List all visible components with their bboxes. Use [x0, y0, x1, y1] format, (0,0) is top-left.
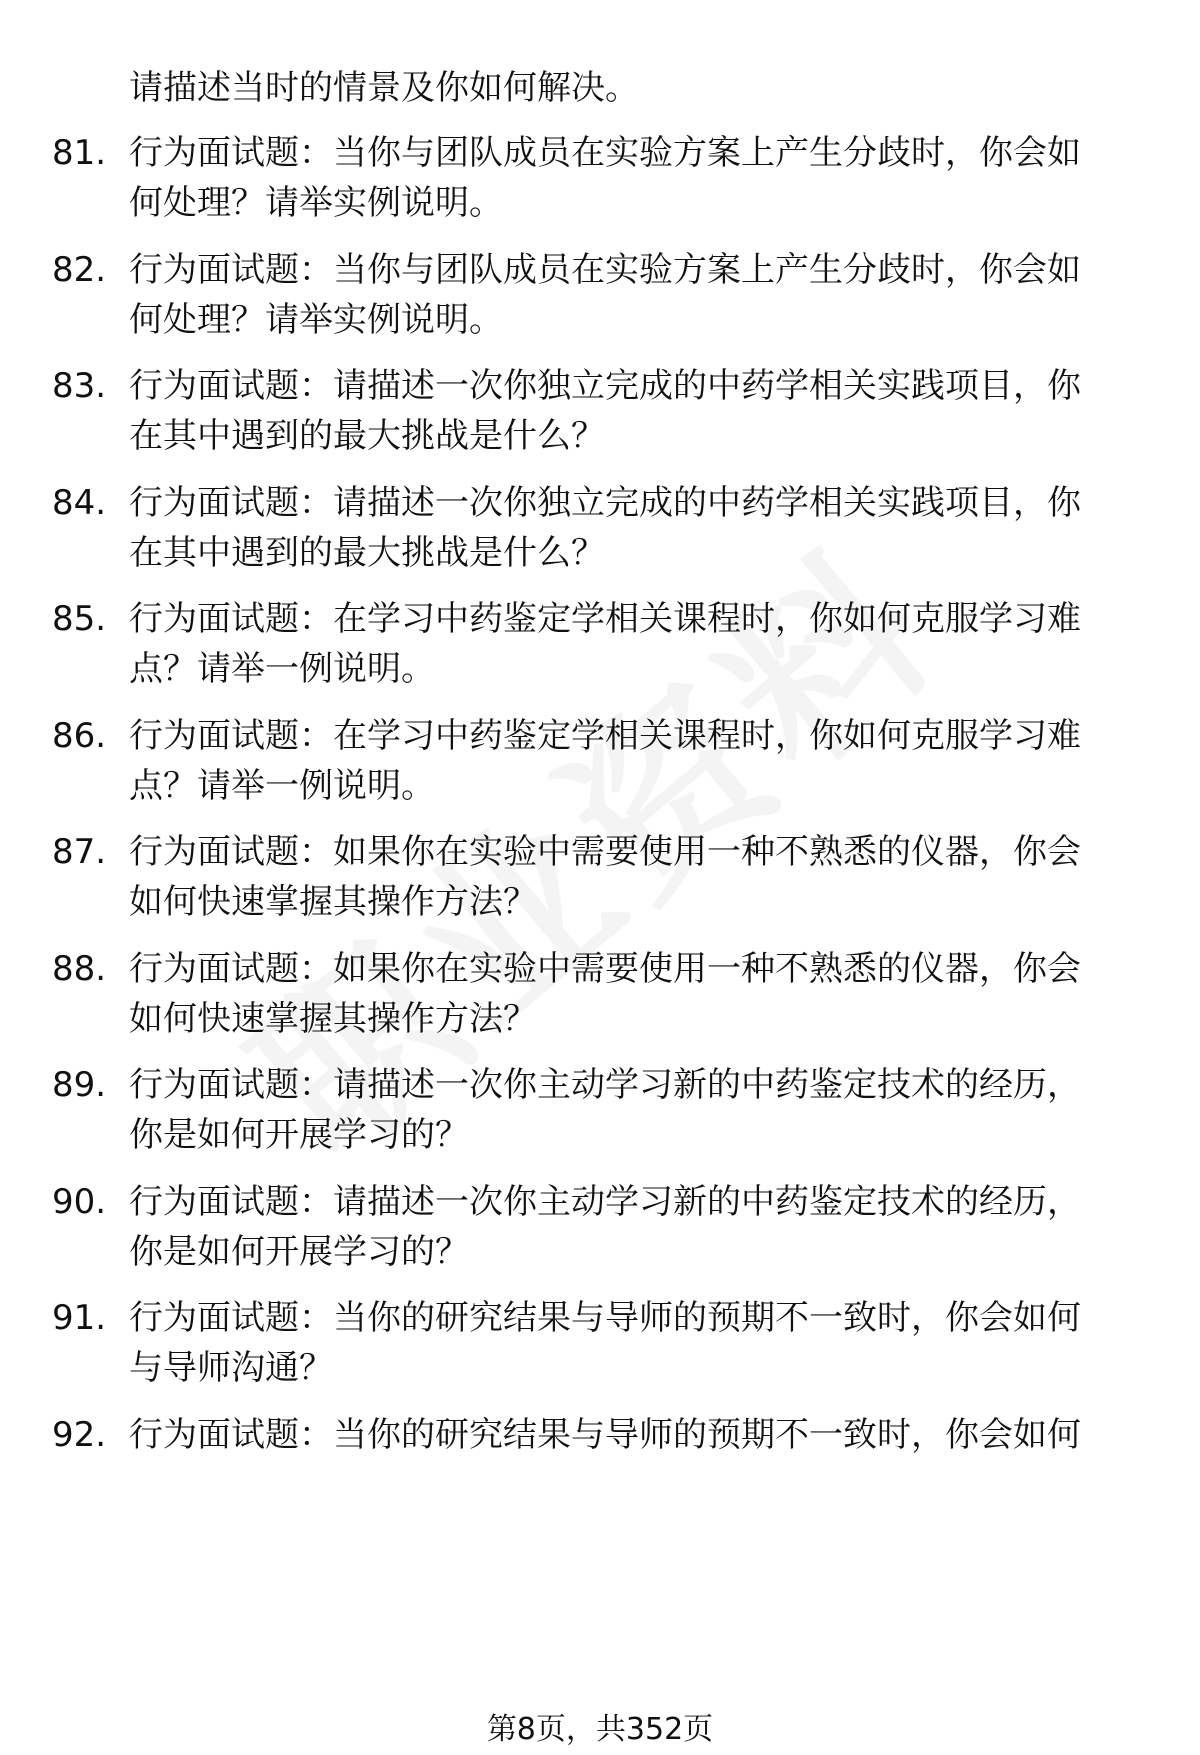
question-text-line: 行为面试题：当你与团队成员在实验方案上产生分歧时，你会如 — [129, 250, 1081, 290]
question-text — [129, 1177, 1139, 1277]
page-footer: 第8页，共352页 — [486, 1712, 714, 1747]
question-text-line: 如何快速掌握其操作方法？ — [129, 882, 537, 922]
question-number: 90. — [52, 1182, 107, 1222]
question-number: 92. — [52, 1415, 107, 1455]
question-number: 88. — [52, 949, 107, 989]
continuation-line: 请描述当时的情景及你如何解决。 — [129, 68, 639, 108]
question-text — [129, 361, 1139, 461]
question-number: 91. — [52, 1298, 107, 1338]
question-text-line: 行为面试题：请描述一次你独立完成的中药学相关实践项目，你 — [129, 483, 1081, 523]
question-text-line: 与导师沟通？ — [129, 1348, 333, 1388]
question-text — [129, 1060, 1139, 1160]
question-text — [129, 478, 1139, 578]
question-text — [129, 594, 1139, 694]
question-text-line: 行为面试题：请描述一次你主动学习新的中药鉴定技术的经历， — [129, 1182, 1081, 1222]
question-text-line: 在其中遇到的最大挑战是什么？ — [129, 533, 605, 573]
question-text-line: 如何快速掌握其操作方法？ — [129, 999, 537, 1039]
question-text-line: 你是如何开展学习的？ — [129, 1232, 469, 1272]
question-text — [129, 1293, 1139, 1393]
question-text-line: 行为面试题：在学习中药鉴定学相关课程时，你如何克服学习难 — [129, 716, 1081, 756]
question-number: 89. — [52, 1065, 107, 1105]
question-number: 83. — [52, 366, 107, 406]
question-text-line: 行为面试题：如果你在实验中需要使用一种不熟悉的仪器，你会 — [129, 832, 1081, 872]
question-text-line: 你是如何开展学习的？ — [129, 1115, 469, 1155]
question-text-line: 行为面试题：请描述一次你主动学习新的中药鉴定技术的经历， — [129, 1065, 1081, 1105]
question-text-line: 行为面试题：当你的研究结果与导师的预期不一致时，你会如何 — [129, 1415, 1081, 1455]
question-text-line: 行为面试题：当你的研究结果与导师的预期不一致时，你会如何 — [129, 1298, 1081, 1338]
question-number: 87. — [52, 832, 107, 872]
question-number: 85. — [52, 599, 107, 639]
question-text — [129, 245, 1139, 345]
question-text-line: 点？请举一例说明。 — [129, 649, 435, 689]
question-text — [129, 1410, 1139, 1460]
question-text — [129, 827, 1139, 927]
question-number: 86. — [52, 716, 107, 756]
question-number: 82. — [52, 250, 107, 290]
question-text — [129, 711, 1139, 811]
question-number: 84. — [52, 483, 107, 523]
question-text-line: 行为面试题：在学习中药鉴定学相关课程时，你如何克服学习难 — [129, 599, 1081, 639]
question-text-line: 行为面试题：当你与团队成员在实验方案上产生分歧时，你会如 — [129, 133, 1081, 173]
question-text-line: 何处理？请举实例说明。 — [129, 300, 503, 340]
question-text-line: 何处理？请举实例说明。 — [129, 183, 503, 223]
question-number: 81. — [52, 133, 107, 173]
question-text-line: 在其中遇到的最大挑战是什么？ — [129, 416, 605, 456]
question-text — [129, 944, 1139, 1044]
question-text — [129, 128, 1139, 228]
question-text-line: 行为面试题：请描述一次你独立完成的中药学相关实践项目，你 — [129, 366, 1081, 406]
question-text-line: 点？请举一例说明。 — [129, 766, 435, 806]
question-text-line: 行为面试题：如果你在实验中需要使用一种不熟悉的仪器，你会 — [129, 949, 1081, 989]
